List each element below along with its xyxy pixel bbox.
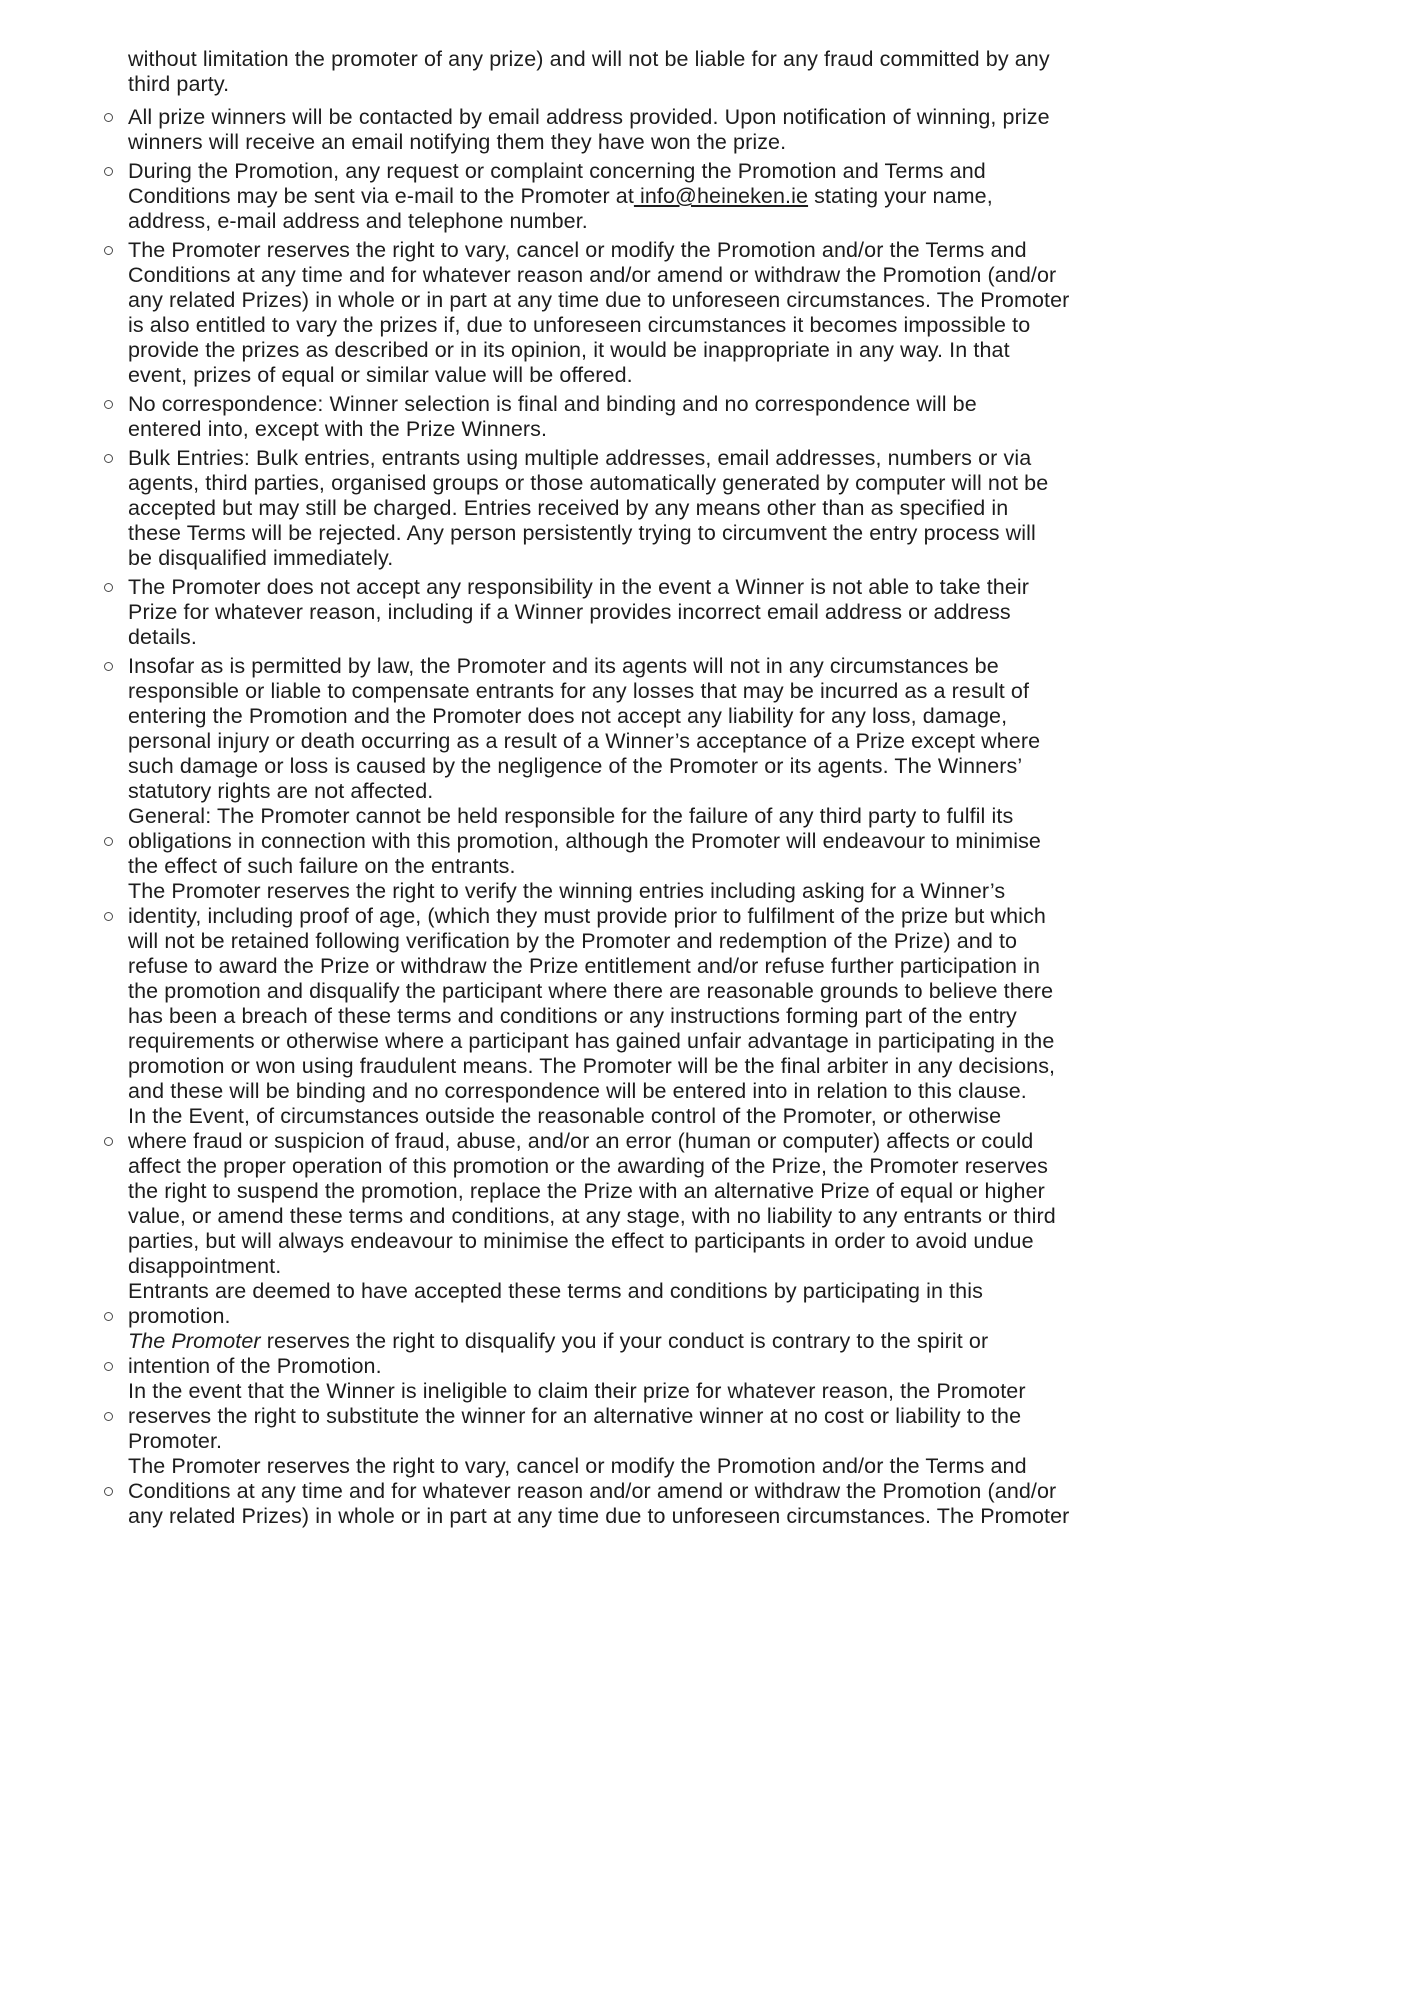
terms-line: winners will receive an email notifying them they have won the prize. [128, 130, 787, 154]
terms-line-segment: reserves the right to disqualify you if your conduct is contrary to the spirit or [260, 1329, 989, 1353]
terms-line: During the Promotion, any request or complaint concerning the Promotion and Terms and [128, 159, 986, 183]
terms-line: entered into, except with the Prize Winners. [128, 417, 548, 441]
terms-line: entering the Promotion and the Promoter does not accept any liability for any loss, damage, [128, 704, 1008, 728]
terms-line: event, prizes of equal or similar value will be offered. [128, 363, 633, 387]
terms-line: Prize for whatever reason, including if a Winner provides incorrect email address or address [128, 600, 1011, 624]
terms-item [128, 1104, 1310, 1279]
terms-line: any related Prizes) in whole or in part at any time due to unforeseen circumstances. The Promoter [128, 1504, 1070, 1528]
list-bullet-icon [104, 583, 113, 592]
list-bullet-icon [104, 400, 113, 409]
terms-line: accepted but may still be charged. Entries received by any means other than as specified in [128, 496, 1009, 520]
terms-line: Conditions at any time and for whatever reason and/or amend or withdraw the Promotion (and/or [128, 263, 1057, 287]
terms-line: Insofar as is permitted by law, the Promoter and its agents will not in any circumstances be [128, 654, 999, 678]
list-bullet-icon [104, 837, 113, 846]
terms-line: promotion. [128, 1304, 231, 1328]
terms-line: is also entitled to vary the prizes if, due to unforeseen circumstances it becomes impossible to [128, 313, 1031, 337]
terms-line: such damage or loss is caused by the negligence of the Promoter or its agents. The Winners’ [128, 754, 1023, 778]
terms-item [128, 804, 1310, 879]
terms-line: details. [128, 625, 197, 649]
terms-line: identity, including proof of age, (which they must provide prior to fulfilment of the prize but which [128, 904, 1046, 928]
terms-line: has been a breach of these terms and conditions or any instructions forming part of the entry [128, 1004, 1017, 1028]
terms-item [128, 654, 1310, 804]
terms-line: responsible or liable to compensate entrants for any losses that may be incurred as a result of [128, 679, 1030, 703]
terms-line: will not be retained following verification by the Promoter and redemption of the Prize) and to [128, 929, 1018, 953]
list-bullet-icon [104, 1412, 113, 1421]
terms-item [128, 47, 1310, 97]
list-bullet-icon [104, 1137, 113, 1146]
terms-line: address, e-mail address and telephone number. [128, 209, 588, 233]
terms-line-segment: Conditions may be sent via e-mail to the Promoter at [128, 184, 634, 208]
terms-line: The Promoter reserves the right to vary, cancel or modify the Promotion and/or the Terms and [128, 1454, 1027, 1478]
terms-line: any related Prizes) in whole or in part at any time due to unforeseen circumstances. The Promoter [128, 288, 1070, 312]
terms-line: requirements or otherwise where a participant has gained unfair advantage in participating in the [128, 1029, 1055, 1053]
terms-line: personal injury or death occurring as a result of a Winner’s acceptance of a Prize except where [128, 729, 1041, 753]
terms-line: Promoter. [128, 1429, 223, 1453]
list-bullet-icon [104, 1487, 113, 1496]
terms-line: The Promoter does not accept any responsibility in the event a Winner is not able to take their [128, 575, 1030, 599]
terms-line-segment: stating your name, [808, 184, 993, 208]
terms-line: The Promoter reserves the right to vary, cancel or modify the Promotion and/or the Terms and [128, 238, 1027, 262]
terms-line: refuse to award the Prize or withdraw the Prize entitlement and/or refuse further participation in [128, 954, 1041, 978]
terms-line: reserves the right to substitute the winner for an alternative winner at no cost or liability to the [128, 1404, 1022, 1428]
terms-item [128, 446, 1310, 571]
list-bullet-icon [104, 1362, 113, 1371]
terms-line: Entrants are deemed to have accepted these terms and conditions by participating in this [128, 1279, 983, 1303]
terms-line: parties, but will always endeavour to minimise the effect to participants in order to avoid undue [128, 1229, 1034, 1253]
terms-line: and these will be binding and no correspondence will be entered into in relation to this clause. [128, 1079, 1027, 1103]
terms-line: value, or amend these terms and conditions, at any stage, with no liability to any entrants or third [128, 1204, 1056, 1228]
terms-line: All prize winners will be contacted by email address provided. Upon notification of winning, prize [128, 105, 1050, 129]
terms-line: the effect of such failure on the entrants. [128, 854, 516, 878]
terms-line: where fraud or suspicion of fraud, abuse, and/or an error (human or computer) affects or could [128, 1129, 1034, 1153]
terms-item [128, 1379, 1310, 1454]
terms-line: the promotion and disqualify the participant where there are reasonable grounds to believe there [128, 979, 1054, 1003]
terms-line: provide the prizes as described or in its opinion, it would be inappropriate in any way. In that [128, 338, 1010, 362]
terms-line: promotion or won using fraudulent means. The Promoter will be the final arbiter in any decisions, [128, 1054, 1056, 1078]
terms-line: affect the proper operation of this promotion or the awarding of the Prize, the Promoter reserves [128, 1154, 1048, 1178]
terms-line: without limitation the promoter of any prize) and will not be liable for any fraud committed by any [128, 47, 1050, 71]
terms-item [128, 105, 1310, 155]
terms-line: statutory rights are not affected. [128, 779, 434, 803]
terms-item [128, 1329, 1310, 1379]
email-link[interactable]: info@heineken.ie [633, 184, 809, 208]
list-bullet-icon [104, 113, 113, 122]
terms-line: intention of the Promotion. [128, 1354, 382, 1378]
terms-line: be disqualified immediately. [128, 546, 394, 570]
terms-line: third party. [128, 72, 230, 96]
terms-item [128, 159, 1310, 234]
terms-line-segment: The Promoter [128, 1329, 261, 1353]
terms-line: The Promoter reserves the right to verify the winning entries including asking for a Winner’s [128, 879, 1006, 903]
terms-line: obligations in connection with this promotion, although the Promoter will endeavour to minimise [128, 829, 1041, 853]
list-bullet-icon [104, 246, 113, 255]
terms-item [128, 1454, 1310, 1529]
terms-line: In the event that the Winner is ineligible to claim their prize for whatever reason, the Promoter [128, 1379, 1026, 1403]
list-bullet-icon [104, 454, 113, 463]
terms-line: agents, third parties, organised groups or those automatically generated by computer will not be [128, 471, 1049, 495]
terms-item [128, 575, 1310, 650]
list-bullet-icon [104, 912, 113, 921]
terms-line: disappointment. [128, 1254, 282, 1278]
terms-line: No correspondence: Winner selection is final and binding and no correspondence will be [128, 392, 977, 416]
terms-line: In the Event, of circumstances outside the reasonable control of the Promoter, or otherwise [128, 1104, 1002, 1128]
terms-item [128, 238, 1310, 388]
terms-line: Conditions at any time and for whatever reason and/or amend or withdraw the Promotion (and/or [128, 1479, 1057, 1503]
terms-item [128, 392, 1310, 442]
terms-line: these Terms will be rejected. Any person persistently trying to circumvent the entry process will [128, 521, 1036, 545]
list-bullet-icon [104, 662, 113, 671]
list-bullet-icon [104, 167, 113, 176]
terms-line: General: The Promoter cannot be held responsible for the failure of any third party to fulfil its [128, 804, 1014, 828]
terms-item [128, 879, 1310, 1104]
list-bullet-icon [104, 1312, 113, 1321]
terms-item [128, 1279, 1310, 1329]
terms-line: Bulk Entries: Bulk entries, entrants using multiple addresses, email addresses, numbers or via [128, 446, 1032, 470]
terms-line: the right to suspend the promotion, replace the Prize with an alternative Prize of equal or higher [128, 1179, 1045, 1203]
